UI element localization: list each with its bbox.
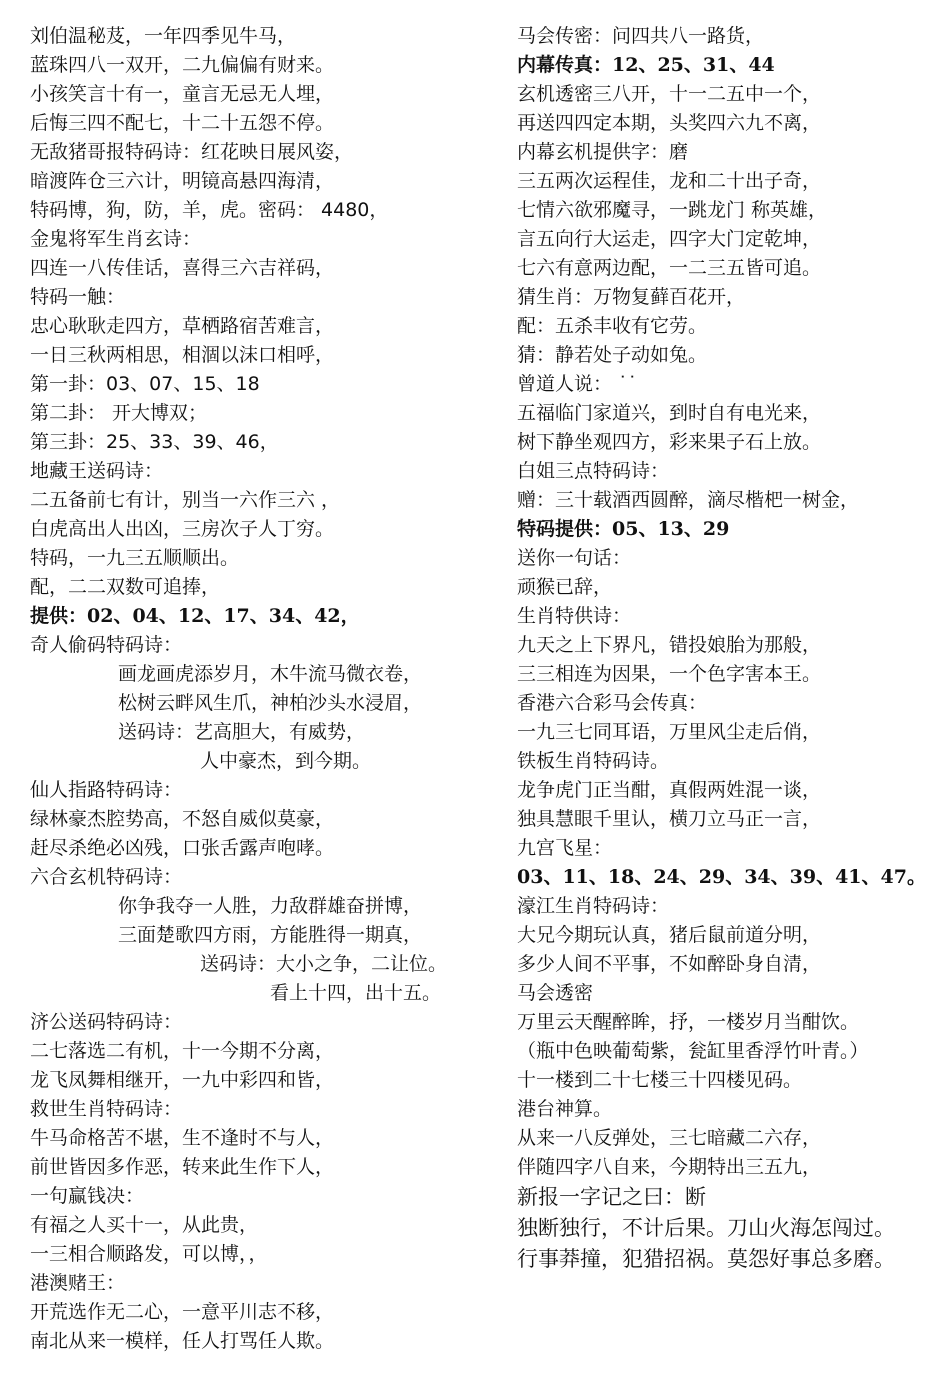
section-heading: 新报一字记之曰：断 (517, 1185, 706, 1209)
text-line: 多少人间不平事，不如醉卧身自清， (517, 953, 822, 975)
section-heading: 特码一触： (30, 286, 126, 308)
text-line: 配，二二双数可追捧， (30, 576, 221, 598)
text-line: 再送四四定本期，头奖四六九不离， (517, 112, 822, 134)
text-line: 第一卦：03、07、15、18 (30, 373, 260, 395)
text-line: 忠心耿耿走四方，草栖路宿苦难言， (30, 315, 335, 337)
section-heading: 救世生肖特码诗： (30, 1098, 183, 1120)
section-heading: 香港六合彩马会传真： (517, 692, 708, 714)
section-heading: 港澳赌王： (30, 1272, 126, 1294)
text-line: 独具慧眼千里认，横刀立马正一言， (517, 808, 822, 830)
text-line: 顽猴已辞， (517, 576, 613, 598)
text-line: 绿林豪杰腔势高，不怒自威似莫豪， (30, 808, 335, 830)
text-line: 万里云天醒醉眸，抒，一楼岁月当酣饮。 (517, 1011, 860, 1033)
text-line: 马会传密：问四共八一路货， (517, 25, 765, 47)
text-line: 送码诗：艺高胆大，有威势， (118, 721, 366, 743)
text-line: 一三相合顺路发，可以博，， (30, 1243, 268, 1265)
text-line: 内幕玄机提供字：磨 (517, 141, 689, 163)
text-line: 无敌猪哥报特码诗：红花映日展风姿， (30, 141, 354, 163)
text-line: 大兄今期玩认真，猪后鼠前道分明， (517, 924, 822, 946)
text-line: 独断独行，不计后果。刀山火海怎闯过。 (517, 1216, 895, 1240)
text-line: 五福临门家道兴，到时自有电光来， (517, 402, 822, 424)
section-heading: 曾道人说： ˙˙ (517, 373, 638, 395)
text-line: 暗渡阵仓三六计，明镜高悬四海清， (30, 170, 335, 192)
text-line: 龙争虎门正当酣，真假两姓混一谈， (517, 779, 822, 801)
text-line: 刘伯温秘芨，一年四季见牛马， (30, 25, 297, 47)
section-heading: 马会透密 (517, 982, 594, 1004)
text-line: 特码博，狗，防，羊，虎。密码： 4480， (30, 199, 389, 221)
section-heading: 濠江生肖特码诗： (517, 895, 670, 917)
section-heading: 铁板生肖特码诗。 (517, 750, 670, 772)
text-line: 猜：静若处子动如兔。 (517, 344, 708, 366)
text-line: 三三相连为因果，一个色字害本王。 (517, 663, 822, 685)
text-line: 一九三七同耳语，万里风尘走后俏， (517, 721, 822, 743)
text-line: 有福之人买十一，从此贵， (30, 1214, 259, 1236)
text-line: 从来一八反弹处，三七暗藏二六存， (517, 1127, 822, 1149)
section-heading: 地藏王送码诗： (30, 460, 164, 482)
text-line: 龙飞凤舞相继开，一九中彩四和皆， (30, 1069, 335, 1091)
text-line: 南北从来一模样，任人打骂任人欺。 (30, 1330, 335, 1352)
text-line: 牛马命格苦不堪，生不逢时不与人， (30, 1127, 335, 1149)
text-line: （瓶中色映葡萄紫，瓮缸里香浮竹叶青。） (517, 1040, 869, 1062)
text-line: 玄机透密三八开，十一二五中一个， (517, 83, 822, 105)
section-heading: 金鬼将军生肖玄诗： (30, 228, 202, 250)
text-line: 后悔三四不配七，十二十五怨不停。 (30, 112, 335, 134)
text-line: 赠：三十载酒西圆醉，滴尽楷杷一树金， (517, 489, 860, 511)
section-heading: 送你一句话： (517, 547, 632, 569)
text-line: 伴随四字八自来，今期特出三五九， (517, 1156, 822, 1178)
section-heading: 九宫飞星： (517, 837, 613, 859)
text-line: 七情六欲邪魔寻，一跳龙门 称英雄， (517, 199, 828, 221)
numbers-line: 特码提供：05、13、29 (517, 518, 730, 540)
text-line: 行事莽撞，犯猎招祸。莫怨好事总多磨。 (517, 1247, 895, 1271)
text-line: 二五备前七有计，别当一六作三六 ， (30, 489, 341, 511)
section-heading: 济公送码特码诗： (30, 1011, 183, 1033)
numbers-line: 03、11、18、24、29、34、39、41、47。 (517, 866, 926, 888)
section-heading: 仙人指路特码诗： (30, 779, 183, 801)
text-line: 一日三秋两相思，相涸以沫口相呼， (30, 344, 335, 366)
text-line: 第二卦： 开大博双； (30, 402, 208, 424)
text-line: 看上十四，出十五。 (270, 982, 442, 1004)
numbers-line: 内幕传真：12、25、31、44 (517, 54, 775, 76)
section-heading: 生肖特供诗： (517, 605, 632, 627)
text-line: 白虎高出人出凶，三房次子人丁穷。 (30, 518, 335, 540)
text-line: 第三卦：25、33、39、46， (30, 431, 279, 453)
text-line: 三面楚歌四方雨，方能胜得一期真， (118, 924, 423, 946)
text-line: 特码，一九三五顺顺出。 (30, 547, 240, 569)
text-line: 七六有意两边配，一二三五皆可追。 (517, 257, 822, 279)
text-line: 你争我夺一人胜，力敌群雄奋拼博， (118, 895, 423, 917)
text-line: 画龙画虎添岁月，木牛流马微衣卷， (118, 663, 423, 685)
right-column (517, 22, 927, 1275)
text-line: 二七落选二有机，十一今期不分离， (30, 1040, 335, 1062)
section-heading: 奇人偷码特码诗： (30, 634, 183, 656)
text-line: 松树云畔风生爪，神柏沙头水浸眉， (118, 692, 423, 714)
text-line: 前世皆因多作恶，转来此生作下人， (30, 1156, 335, 1178)
section-heading: 六合玄机特码诗： (30, 866, 183, 888)
text-line: 人中豪杰，到今期。 (200, 750, 372, 772)
text-line: 三五两次运程佳，龙和二十出子奇， (517, 170, 822, 192)
text-line: 十一楼到二十七楼三十四楼见码。 (517, 1069, 803, 1091)
text-line: 开荒选作无二心，一意平川志不移， (30, 1301, 335, 1323)
text-line: 小孩笑言十有一，童言无忌无人埋， (30, 83, 335, 105)
text-line: 送码诗：大小之争，二让位。 (200, 953, 448, 975)
section-heading: 白姐三点特码诗： (517, 460, 670, 482)
text-line: 言五向行大运走，四字大门定乾坤， (517, 228, 822, 250)
numbers-line: 提供：02、04、12、17、34、42， (30, 605, 360, 627)
text-line: 四连一八传佳话，喜得三六吉祥码， (30, 257, 335, 279)
text-line: 配：五杀丰收有它劳。 (517, 315, 708, 337)
text-line: 港台神算。 (517, 1098, 613, 1120)
text-line: 猜生肖：万物复藓百花开， (517, 286, 746, 308)
section-heading: 一句赢钱决： (30, 1185, 145, 1207)
text-line: 蓝珠四八一双开，二九偏偏有财来。 (30, 54, 335, 76)
text-line: 赶尽杀绝必凶残，口张舌露声咆哮。 (30, 837, 335, 859)
text-line: 九天之上下界凡，错投娘胎为那般， (517, 634, 822, 656)
text-line: 树下静坐观四方，彩来果子石上放。 (517, 431, 822, 453)
left-column (30, 22, 480, 1356)
